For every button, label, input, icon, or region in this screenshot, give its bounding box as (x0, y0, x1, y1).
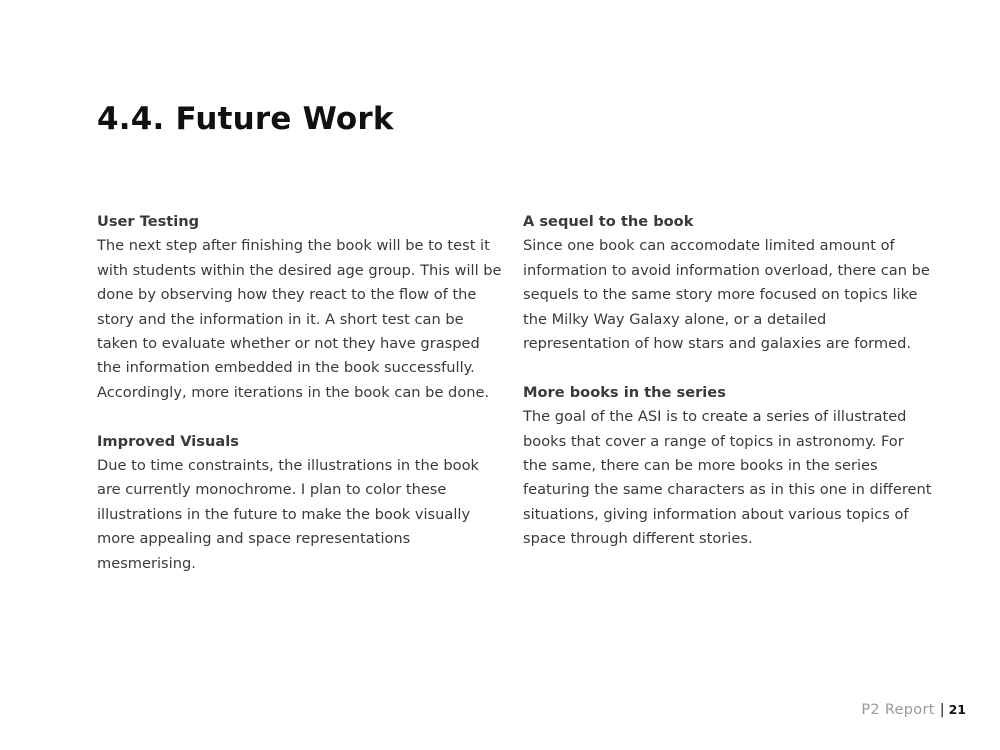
section-sequel (523, 210, 930, 356)
body-line: The next step after finishing the book will be to test it (97, 237, 490, 255)
body-line: are currently monochrome. I plan to color these (97, 481, 447, 499)
left-column (97, 210, 502, 576)
body-line: Since one book can accomodate limited amount of (523, 237, 895, 255)
footer-report-label: P2 Report (861, 702, 935, 718)
body-line: books that cover a range of topics in astronomy. For (523, 432, 904, 450)
body-line: story and the information in it. A short test can be (97, 310, 464, 328)
body-line: Due to time constraints, the illustrations in the book (97, 457, 479, 475)
body-line: space through different stories. (523, 530, 753, 548)
body-line: the same, there can be more books in the series (523, 457, 878, 475)
body-line: with students within the desired age group. This will be (97, 261, 502, 279)
body-line: more appealing and space representations (97, 530, 411, 548)
footer-separator: | (939, 702, 945, 718)
body-line: situations, giving information about various topics of (523, 505, 909, 523)
page-number: 21 (948, 702, 966, 717)
body-line: sequels to the same story more focused on topics like (523, 286, 918, 304)
section-more-books (523, 381, 932, 552)
section-improved-visuals (97, 430, 477, 576)
page-title: 4.4. Future Work (97, 101, 394, 137)
section-user-testing (97, 210, 502, 405)
body-line: representation of how stars and galaxies are formed. (523, 335, 911, 353)
body-line: the Milky Way Galaxy alone, or a detailed (523, 310, 827, 328)
section-heading: A sequel to the book (523, 213, 694, 230)
body-line: done by observing how they react to the flow of the (97, 286, 477, 304)
section-heading: User Testing (97, 213, 200, 230)
body-line: The goal of the ASI is to create a series of illustrated (523, 408, 907, 426)
body-line: illustrations in the future to make the book visually (97, 505, 471, 523)
body-line: Accordingly, more iterations in the book can be done. (97, 383, 490, 401)
body-line: featuring the same characters as in this one in different (523, 481, 932, 499)
right-column (523, 210, 932, 552)
page-footer (861, 700, 966, 720)
body-line: information to avoid information overload, there can be (523, 261, 930, 279)
section-heading: More books in the series (523, 383, 726, 401)
section-heading: Improved Visuals (97, 432, 239, 450)
body-line: the information embedded in the book successfully. (97, 359, 475, 377)
body-line: mesmerising. (97, 554, 196, 572)
body-line: taken to evaluate whether or not they have grasped (97, 335, 480, 353)
